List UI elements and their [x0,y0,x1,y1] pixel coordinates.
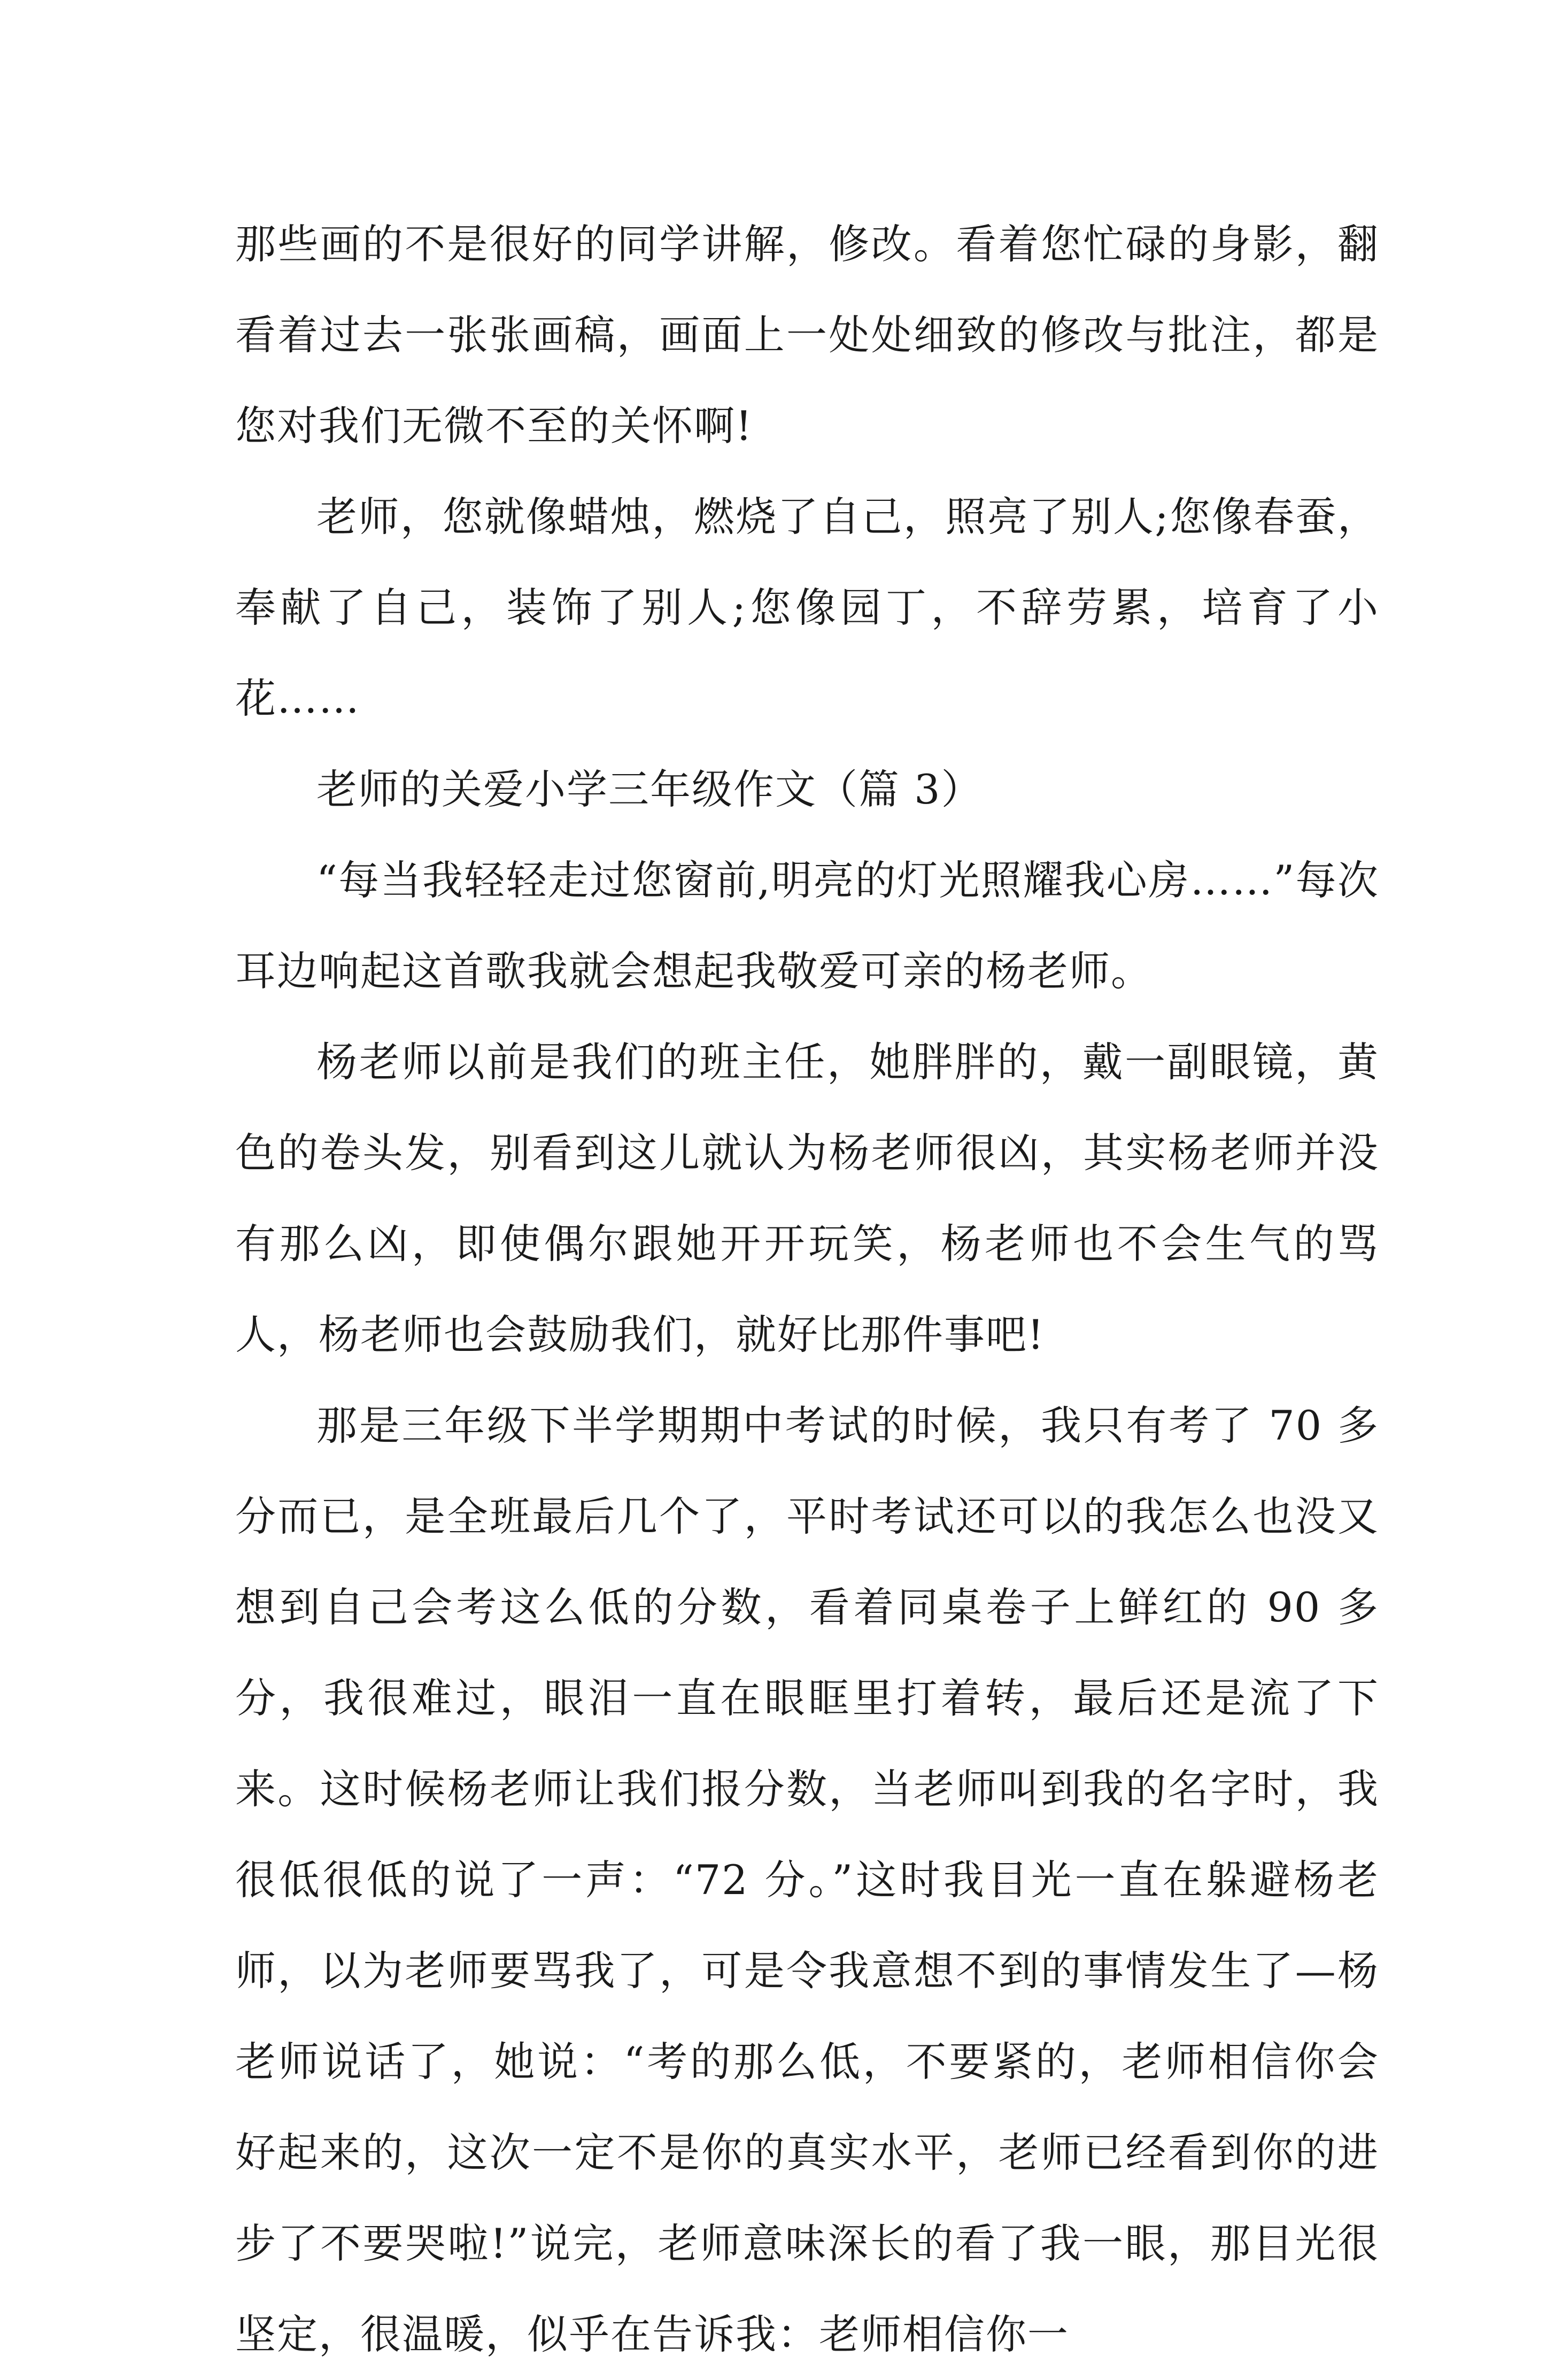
essay-title: 老师的关爱小学三年级作文（篇 3） [316,766,983,813]
paragraph-continuation: 那些画的不是很好的同学讲解，修改。看着您忙碌的身影，翻看着过去一张张画稿，画面上一处处细致的修改与批注，都是您对我们无微不至的关怀啊! [235,220,1379,450]
paragraph-candle-metaphor: 老师，您就像蜡烛，燃烧了自己，照亮了别人;您像春蚕，奉献了自己，装饰了别人;您像园丁，不辞劳累，培育了小花…… [235,493,1379,722]
paragraph-teacher-description: 杨老师以前是我们的班主任，她胖胖的，戴一副眼镜，黄色的卷头发，别看到这儿就认为杨老师很凶，其实杨老师并没有那么凶，即使偶尔跟她开开玩笑，杨老师也不会生气的骂人，杨老师也会鼓励我们，就好比那件事吧! [235,1038,1379,1358]
paragraph-exam-story: 那是三年级下半学期期中考试的时候，我只有考了 70 多分而已，是全班最后几个了，平时考试还可以的我怎么也没又想到自己会考这么低的分数，看着同桌卷子上鲜红的 90 多分，我很难过，眼泪一直在眼眶里打着转，最后还是流了下来。这时候杨老师让我们报分数，当老师叫到我的名字时，我很低很低的说了一声：“72 分。”这时我目光一直在躲避杨老师，以为老师要骂我了，可是令我意想不到的事情发生了—杨老师说话了，她说：“考的那么低，不要紧的，老师相信你会好起来的，这次一定不是你的真实水平，老师已经看到你的进步了不要哭啦!”说完，老师意味深长的看了我一眼，那目光很坚定，很温暖，似乎在告诉我：老师相信你一 [235,1402,1379,2358]
paragraph-song: “每当我轻轻走过您窗前,明亮的灯光照耀我心房……”每次耳边响起这首歌我就会想起我敬爱可亲的杨老师。 [235,856,1379,995]
essay-body [235,199,1379,2380]
